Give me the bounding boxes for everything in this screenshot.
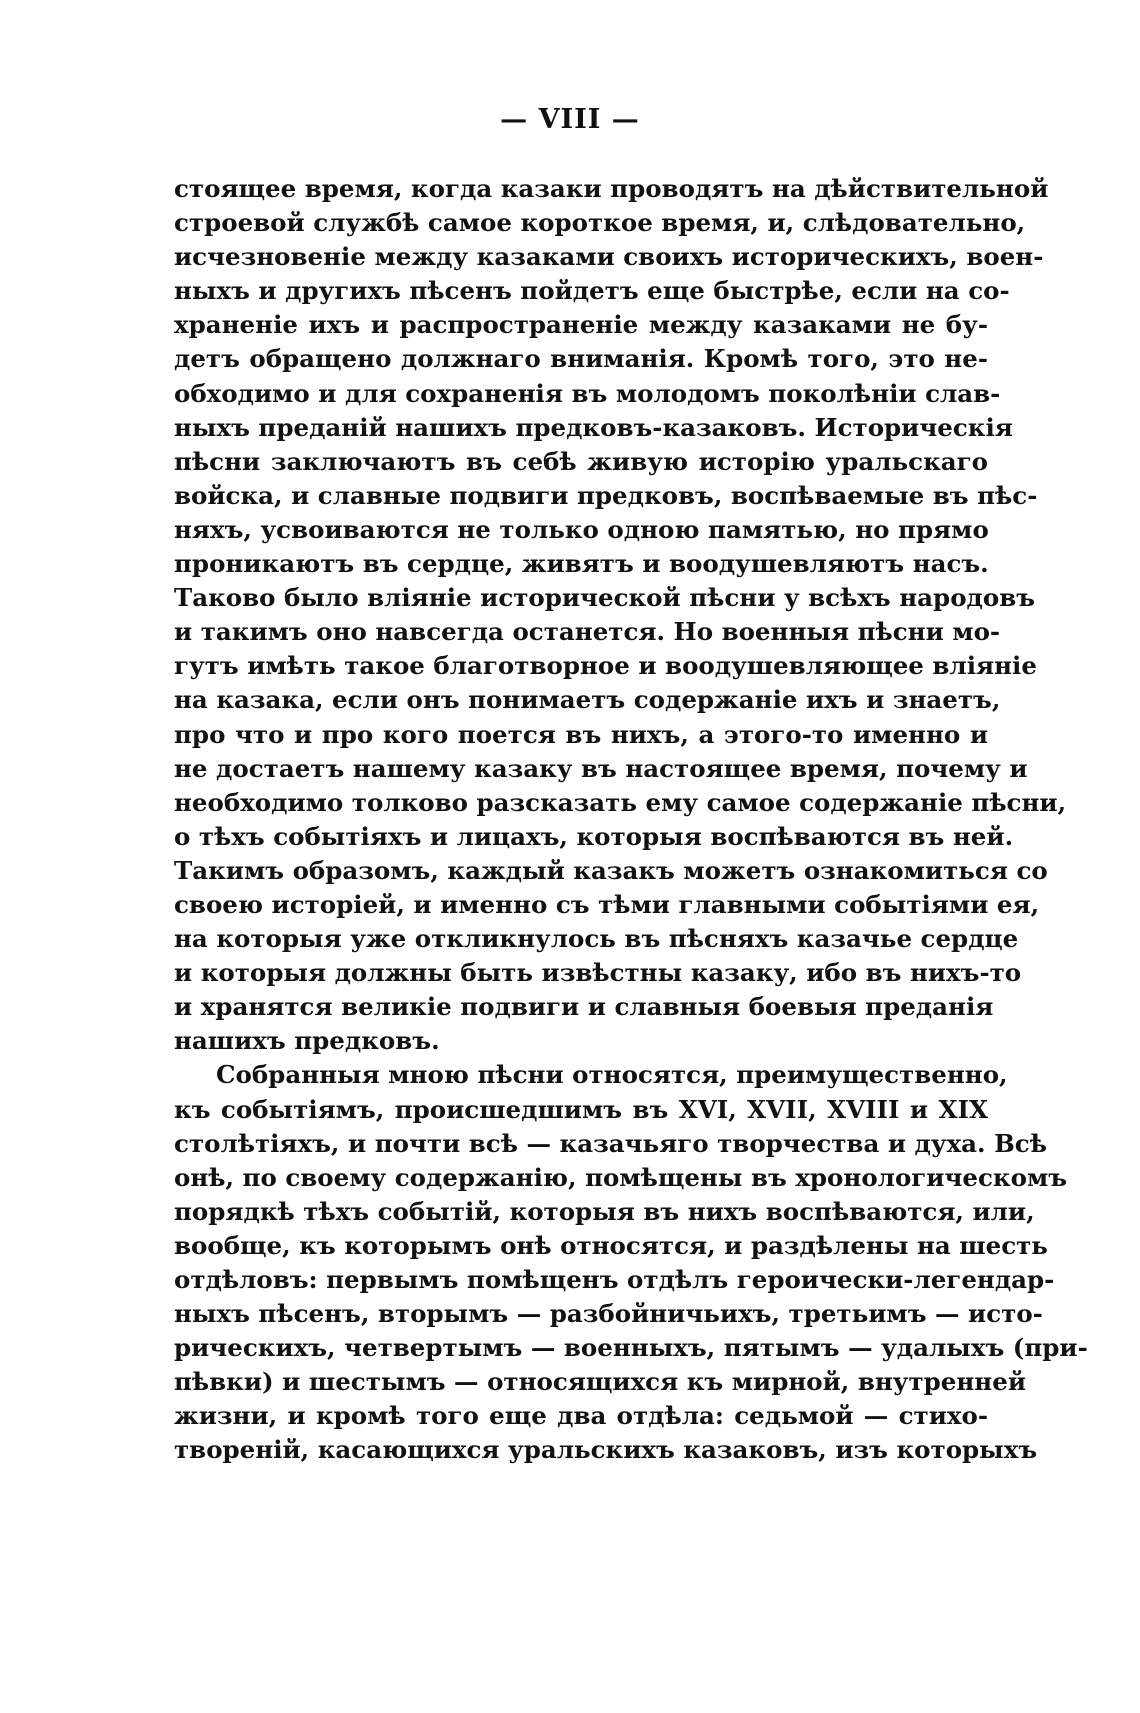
text-line: Таково было вліяніе исторической пѣсни у всѣхъ народовъ (174, 583, 1036, 613)
text-line: не достаетъ нашему казаку въ настоящее время, почему и (174, 753, 1028, 783)
text-line: необходимо толково разсказать ему самое содержаніе пѣсни, (174, 787, 1067, 817)
text-line: храненіе ихъ и распространеніе между казаками не бу- (174, 310, 988, 340)
text-line: къ событіямъ, происшедшимъ въ XVI, XVII, XVIII и XIX (174, 1094, 988, 1124)
text-line: о тѣхъ событіяхъ и лицахъ, которыя воспѣваются въ ней. (174, 821, 1014, 851)
text-line: проникаютъ въ сердце, живятъ и воодушевляютъ насъ. (174, 549, 989, 579)
text-line: порядкѣ тѣхъ событій, которыя въ нихъ воспѣваются, или, (174, 1196, 1035, 1226)
text-line: и такимъ оно навсегда останется. Но военныя пѣсни мо- (174, 617, 1001, 647)
text-line: пѣвки) и шестымъ — относящихся къ мирной, внутренней (174, 1367, 1026, 1397)
text-line: стоящее время, когда казаки проводятъ на дѣйствительной (174, 174, 1049, 203)
body-text (174, 172, 1088, 1468)
text-line: Такимъ образомъ, каждый казакъ можетъ ознакомиться со (174, 855, 1048, 885)
text-line: вообще, къ которымъ онѣ относятся, и раздѣлены на шесть (174, 1230, 1048, 1260)
text-line: и хранятся великіе подвиги и славныя боевыя преданія (174, 992, 994, 1022)
text-line: гутъ имѣть такое благотворное и воодушевляющее вліяніе (174, 651, 1037, 681)
text-line: Собранныя мною пѣсни относятся, преимущественно, (216, 1060, 1008, 1090)
text-line: про что и про кого поется въ нихъ, а этого-то именно и (174, 719, 988, 749)
text-line: исчезновеніе между казаками своихъ историческихъ, воен- (174, 242, 1044, 272)
text-line: пѣсни заключаютъ въ себѣ живую исторію уральскаго (174, 446, 988, 476)
text-line: строевой службѣ самое короткое время, и, слѣдовательно, (174, 208, 1026, 238)
text-line: войска, и славные подвиги предковъ, воспѣваемые въ пѣс- (174, 480, 1038, 510)
text-line: ныхъ и другихъ пѣсенъ пойдетъ еще быстрѣе, если на со- (174, 276, 1010, 306)
text-line: онѣ, по своему содержанію, помѣщены въ хронологическомъ (174, 1162, 1068, 1192)
text-line: на казака, если онъ понимаетъ содержаніе ихъ и знаетъ, (174, 685, 1001, 715)
text-line: няхъ, усвоиваются не только одною памятью, но прямо (174, 514, 989, 544)
text-line: и которыя должны быть извѣстны казаку, ибо въ нихъ-то (174, 958, 1022, 988)
text-line: рическихъ, четвертымъ — военныхъ, пятымъ — удалыхъ (при- (174, 1333, 1088, 1363)
text-line: жизни, и кромѣ того еще два отдѣла: седьмой — стихо- (174, 1401, 988, 1431)
text-line: своею исторіей, и именно съ тѣми главными событіями ея, (174, 889, 1040, 919)
text-line: отдѣловъ: первымъ помѣщенъ отдѣлъ героически-легендар- (174, 1265, 1055, 1294)
text-line: нашихъ предковъ. (174, 1026, 440, 1056)
text-line: ныхъ пѣсенъ, вторымъ — разбойничьихъ, третьимъ — исто- (174, 1299, 1043, 1329)
text-line: твореній, касающихся уральскихъ казаковъ, изъ которыхъ (174, 1435, 1038, 1465)
page-number: — VIII — (500, 104, 640, 135)
text-line: ныхъ преданій нашихъ предковъ-казаковъ. Историческія (174, 412, 1013, 442)
text-line: на которыя уже откликнулось въ пѣсняхъ казачье сердце (174, 924, 1019, 954)
text-line: детъ обращено должнаго вниманія. Кромѣ того, это не- (174, 344, 988, 374)
text-line: столѣтіяхъ, и почти всѣ — казачьяго творчества и духа. Всѣ (174, 1128, 1047, 1158)
text-line: обходимо и для сохраненія въ молодомъ поколѣніи слав- (174, 378, 1001, 408)
